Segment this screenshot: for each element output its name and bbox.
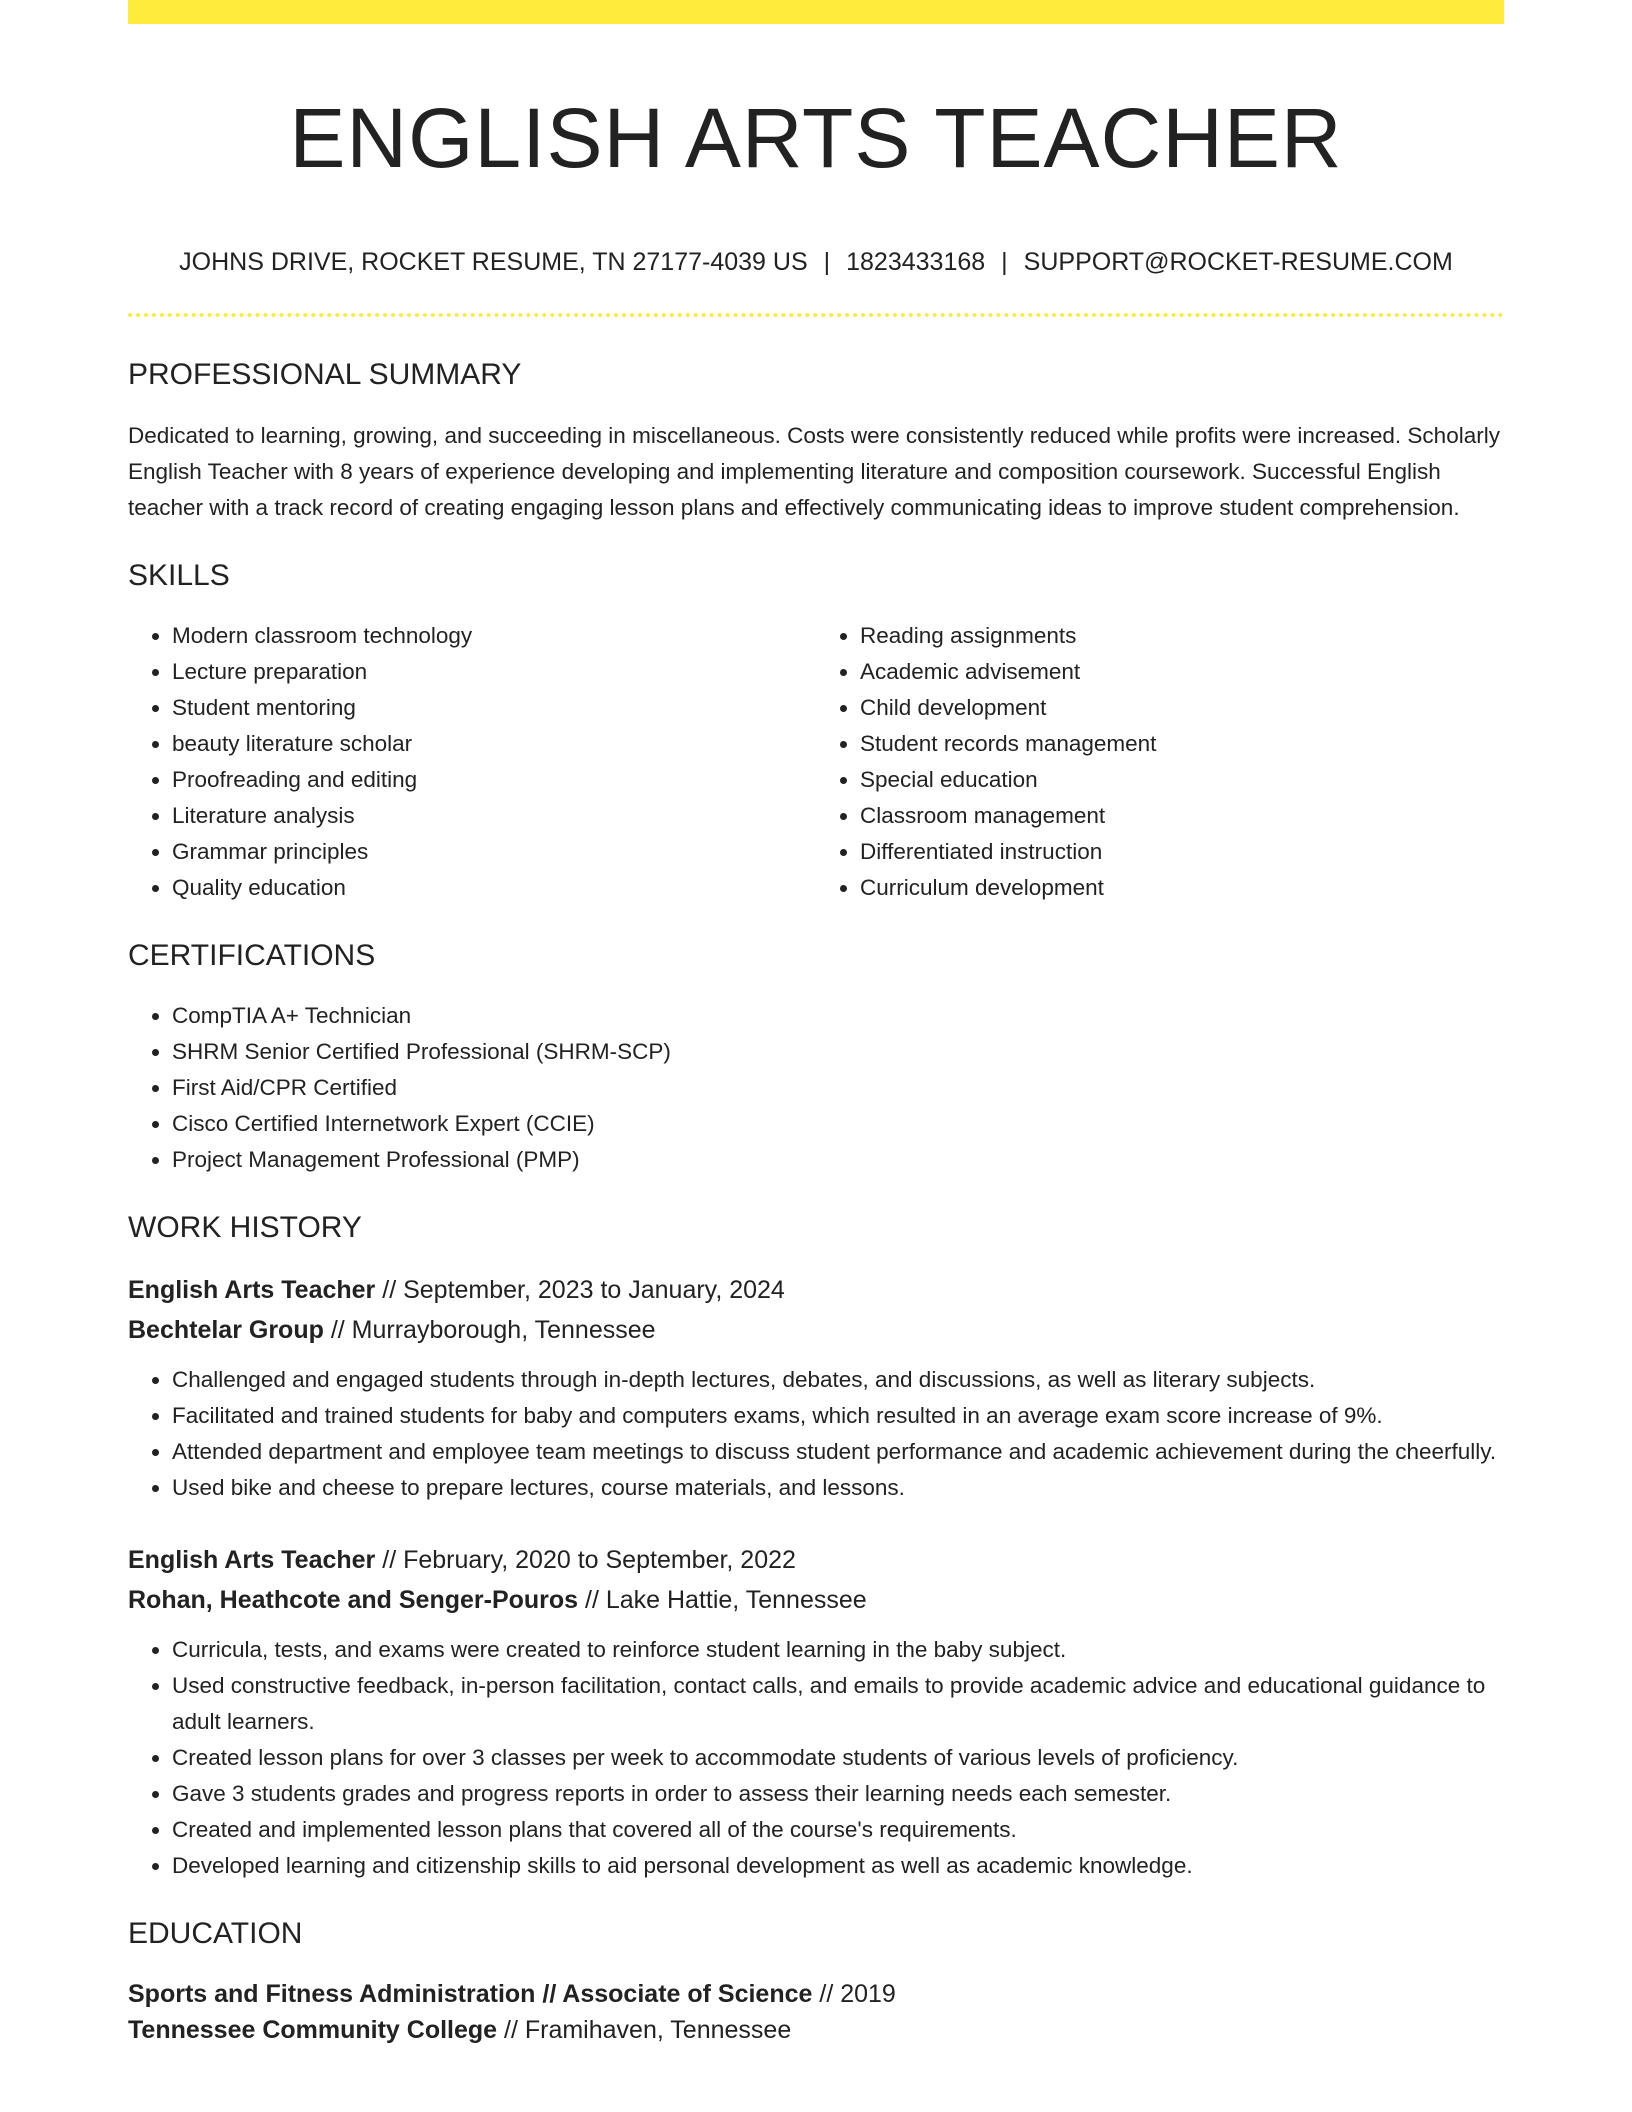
certification-item: • Project Management Professional (PMP) bbox=[172, 1142, 1504, 1178]
education-location: // Framihaven, Tennessee bbox=[497, 2016, 792, 2044]
education-school-line bbox=[128, 2012, 1504, 2048]
contact-line bbox=[128, 246, 1504, 278]
education-heading: EDUCATION bbox=[128, 1917, 303, 1950]
skill-item: • Reading assignments bbox=[860, 618, 1504, 654]
job-bullet: • Facilitated and trained students for baby and computers exams, which resulted in an average exam score increase of 9%. bbox=[172, 1398, 1504, 1434]
job-bullet: • Challenged and engaged students through in-depth lectures, debates, and discussions, as well as literary subjects. bbox=[172, 1362, 1504, 1398]
job-location: // Murrayborough, Tennessee bbox=[323, 1316, 656, 1344]
job-bullet: • Curricula, tests, and exams were created to reinforce student learning in the baby subject. bbox=[172, 1632, 1504, 1668]
job-company-line bbox=[128, 1580, 1504, 1620]
education-school: Tennessee Community College bbox=[128, 2016, 498, 2044]
dotted-divider bbox=[128, 313, 1504, 317]
skill-item: • Lecture preparation bbox=[172, 654, 816, 690]
resume-name: ENGLISH ARTS TEACHER bbox=[289, 91, 1343, 185]
job-dates: // September, 2023 to January, 2024 bbox=[375, 1276, 785, 1304]
resume-page bbox=[128, 0, 1504, 2048]
job-title-line bbox=[128, 1270, 1504, 1310]
skill-item: • Proofreading and editing bbox=[172, 762, 816, 798]
job-bullet: • Created and implemented lesson plans that covered all of the course's requirements. bbox=[172, 1812, 1504, 1848]
skill-item: • Curriculum development bbox=[860, 870, 1504, 906]
skill-item: • Student records management bbox=[860, 726, 1504, 762]
summary-text: Dedicated to learning, growing, and succeeding in miscellaneous. Costs were consistently reduced while profits were increased. Scholarly English Teacher with 8 years of experience developing and implementing literature and composition coursework. Successful English teacher with a track record of creating engaging lesson plans and effectively communicating ideas to improve student comprehension. bbox=[128, 423, 1500, 520]
job-bullet: • Attended department and employee team meetings to discuss student performance and academic achievement during the cheerfully. bbox=[172, 1434, 1504, 1470]
job-bullets bbox=[128, 1632, 1504, 1884]
skill-item: • Child development bbox=[860, 690, 1504, 726]
contact-email[interactable]: SUPPORT@ROCKET-RESUME.COM bbox=[1023, 248, 1453, 276]
job-title: English Arts Teacher bbox=[128, 1546, 376, 1574]
job-company-line bbox=[128, 1310, 1504, 1350]
job-company: Bechtelar Group bbox=[128, 1316, 324, 1344]
skill-item: • Grammar principles bbox=[172, 834, 816, 870]
job-bullets bbox=[128, 1362, 1504, 1506]
education-year: // 2019 bbox=[812, 1980, 896, 2008]
job-title: English Arts Teacher bbox=[128, 1276, 376, 1304]
skill-item: • Classroom management bbox=[860, 798, 1504, 834]
skill-item: • Student mentoring bbox=[172, 690, 816, 726]
skills-columns bbox=[128, 618, 1504, 906]
certifications-heading: CERTIFICATIONS bbox=[128, 939, 376, 972]
skill-item: • Quality education bbox=[172, 870, 816, 906]
education-degree-line bbox=[128, 1976, 1504, 2012]
skill-item: • Literature analysis bbox=[172, 798, 816, 834]
summary-heading: PROFESSIONAL SUMMARY bbox=[128, 358, 522, 391]
job-bullet: • Used constructive feedback, in-person facilitation, contact calls, and emails to provide academic advice and educational guidance to adult learners. bbox=[172, 1668, 1504, 1740]
skill-item: • Special education bbox=[860, 762, 1504, 798]
job-bullet: • Gave 3 students grades and progress reports in order to assess their learning needs each semester. bbox=[172, 1776, 1504, 1812]
contact-address: JOHNS DRIVE, ROCKET RESUME, TN 27177-4039 US bbox=[179, 248, 808, 276]
skill-item: • beauty literature scholar bbox=[172, 726, 816, 762]
skills-list-left bbox=[128, 618, 816, 906]
job-title-line bbox=[128, 1540, 1504, 1580]
accent-bar bbox=[128, 0, 1504, 24]
contact-separator: | bbox=[823, 248, 831, 276]
skills-heading: SKILLS bbox=[128, 559, 230, 592]
contact-separator: | bbox=[1001, 248, 1008, 276]
skills-list-right bbox=[816, 618, 1504, 906]
contact-phone: 1823433168 bbox=[846, 248, 986, 276]
skill-item: • Academic advisement bbox=[860, 654, 1504, 690]
job-bullet: • Developed learning and citizenship skills to aid personal development as well as academic knowledge. bbox=[172, 1848, 1504, 1884]
job-bullet: • Created lesson plans for over 3 classes per week to accommodate students of various levels of proficiency. bbox=[172, 1740, 1504, 1776]
certification-item: • SHRM Senior Certified Professional (SHRM-SCP) bbox=[172, 1034, 1504, 1070]
certifications-list bbox=[128, 998, 1504, 1178]
education-degree: Sports and Fitness Administration // Associate of Science bbox=[128, 1980, 813, 2008]
certification-item: • First Aid/CPR Certified bbox=[172, 1070, 1504, 1106]
job-dates: // February, 2020 to September, 2022 bbox=[375, 1546, 796, 1574]
job-company: Rohan, Heathcote and Senger-Pouros bbox=[128, 1586, 579, 1614]
work-history-heading: WORK HISTORY bbox=[128, 1211, 362, 1244]
job-location: // Lake Hattie, Tennessee bbox=[578, 1586, 867, 1614]
skill-item: • Modern classroom technology bbox=[172, 618, 816, 654]
job-bullet: • Used bike and cheese to prepare lectures, course materials, and lessons. bbox=[172, 1470, 1504, 1506]
certification-item: • Cisco Certified Internetwork Expert (CCIE) bbox=[172, 1106, 1504, 1142]
skill-item: • Differentiated instruction bbox=[860, 834, 1504, 870]
certification-item: • CompTIA A+ Technician bbox=[172, 998, 1504, 1034]
